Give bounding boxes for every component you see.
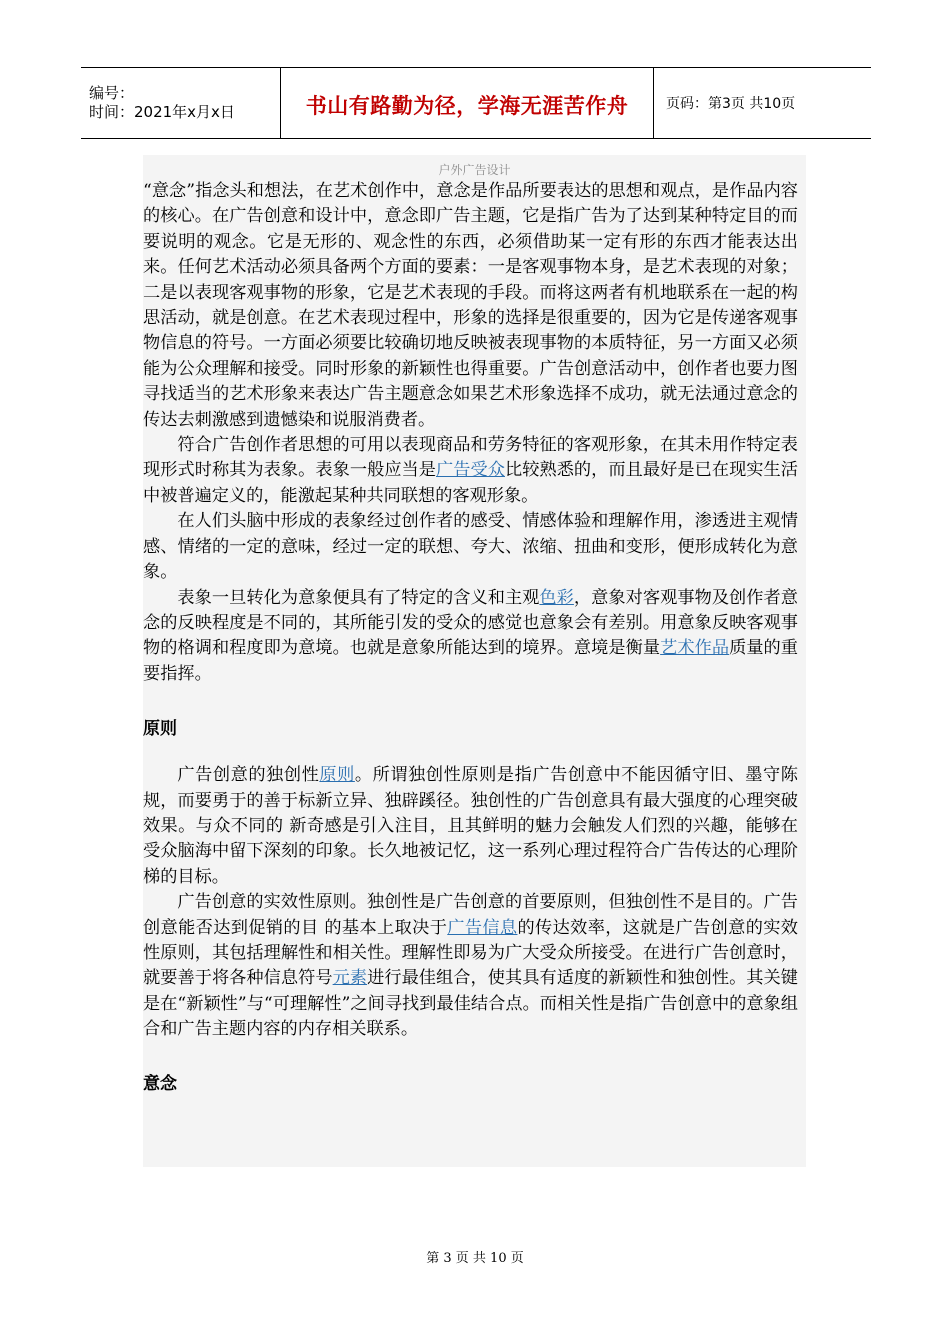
text-segment: 比较熟悉的，而且最好是已在现实生活中被普遍定义的，能激起某种共同联想的客观形象。 [143, 460, 798, 506]
text-segment: 的传达效率，这就是广告创意的实效性原则，其包括理解性和相关性。理解性即易为广大受众所接受。在进行广告创意时，就要善于将各种信息符号 [143, 917, 798, 989]
link-advertising-info[interactable]: 广告信息 [447, 917, 518, 938]
text-segment: ，意象对客观事物及创作者意念的反映程度是不同的，其所能引发的受众的感觉也意象会有差别。用意象反映客观事物的格调和程度即为意境。也就是意象所能达到的境界。意境是衡量 [143, 587, 798, 659]
text-segment: 表象一旦转化为意象便具有了特定的含义和主观 [177, 587, 540, 608]
section-heading-principles: 原则 [143, 719, 177, 740]
header-motto-cell [281, 68, 654, 138]
link-artwork[interactable]: 艺术作品 [660, 638, 730, 659]
link-principle[interactable]: 原则 [319, 765, 355, 786]
paragraph-imagery [143, 586, 806, 688]
page-header [81, 67, 871, 139]
section-heading-concept: 意念 [143, 1073, 177, 1094]
text-segment: 符合广告创作者思想的可用以表现商品和劳务特征的客观形象，在其未用作特定表现形式时称其为表象。表象一般应当是 [143, 435, 798, 481]
text-segment: 质量的重要指挥。 [143, 638, 798, 684]
header-page-info: 页码：第3页 共10页 [666, 96, 796, 112]
paragraph-effectiveness [143, 890, 806, 1042]
document-date-label: 时间：2021年x月x日 [89, 103, 235, 121]
paragraph-originality [143, 763, 806, 890]
link-color[interactable]: 色彩 [539, 587, 574, 608]
text-segment: 广告创意的独创性 [177, 765, 320, 786]
header-motto: 书山有路勤为径，学海无涯苦作舟 [305, 94, 629, 118]
page-footer: 第 3 页 共 10 页 [426, 1251, 524, 1266]
text-segment: 进行最佳组合，使其具有适度的新颖性和独创性。其关键是在“新颖性”与“可理解性”之间寻找到最佳结合点。而相关性是指广告创意中的意象组合和广告主题内容的内存相关联系。 [143, 968, 798, 1040]
article-content-box [143, 155, 806, 1167]
article-title: 户外广告设计 [438, 163, 511, 177]
header-page-info-cell [654, 68, 871, 138]
paragraph-representation [143, 433, 806, 509]
text-segment: 。所谓独创性原则是指广告创意中不能因循守旧、墨守陈规，而要勇于的善于标新立异、独辟蹊径。独创性的广告创意具有最大强度的心理突破效果。与众不同的 新奇感是引入注目，且其鲜明的魅力会触发人们烈的兴趣，能够在受众脑海中留下深刻的印象。长久地被记忆，这一系列心理过程符合广告传达的心理阶梯的目标。 [143, 765, 798, 887]
header-meta [81, 68, 281, 138]
link-elements[interactable]: 元素 [332, 968, 368, 989]
text-segment: 广告创意的实效性原则。独创性是广告创意的首要原则，但独创性不是目的。广告创意能否达到促销的目 的基本上取决于 [143, 892, 798, 938]
document-number-label: 编号： [89, 84, 135, 102]
link-advertising-audience[interactable]: 广告受众 [436, 460, 505, 481]
paragraph-image-formation: 在人们头脑中形成的表象经过创作者的感受、情感体验和理解作用，渗透进主观情感、情绪的一定的意味，经过一定的联想、夸大、浓缩、扭曲和变形，便形成转化为意象。 [143, 511, 798, 583]
paragraph-intro: “意念”指念头和想法，在艺术创作中，意念是作品所要表达的思想和观点，是作品内容的核心。在广告创意和设计中，意念即广告主题，它是指广告为了达到某种特定目的而要说明的观念。它是无形的、观念性的东西，必须借助某一定有形的东西才能表达出来。任何艺术活动必须具备两个方面的要素：一是客观事物本身，是艺术表现的对象；二是以表现客观事物的形象，它是艺术表现的手段。而将这两者有机地联系在一起的构思活动，就是创意。在艺术表现过程中，形象的选择是很重要的，因为它是传递客观事物信息的符号。一方面必须要比较确切地反映被表现事物的本质特征，另一方面又必须能为公众理解和接受。同时形象的新颖性也得重要。广告创意活动中，创作者也要力图寻找适当的艺术形象来表达广告主题意念如果艺术形象选择不成功，就无法通过意念的传达去刺激感到遗憾染和说服消费者。 [143, 181, 798, 430]
